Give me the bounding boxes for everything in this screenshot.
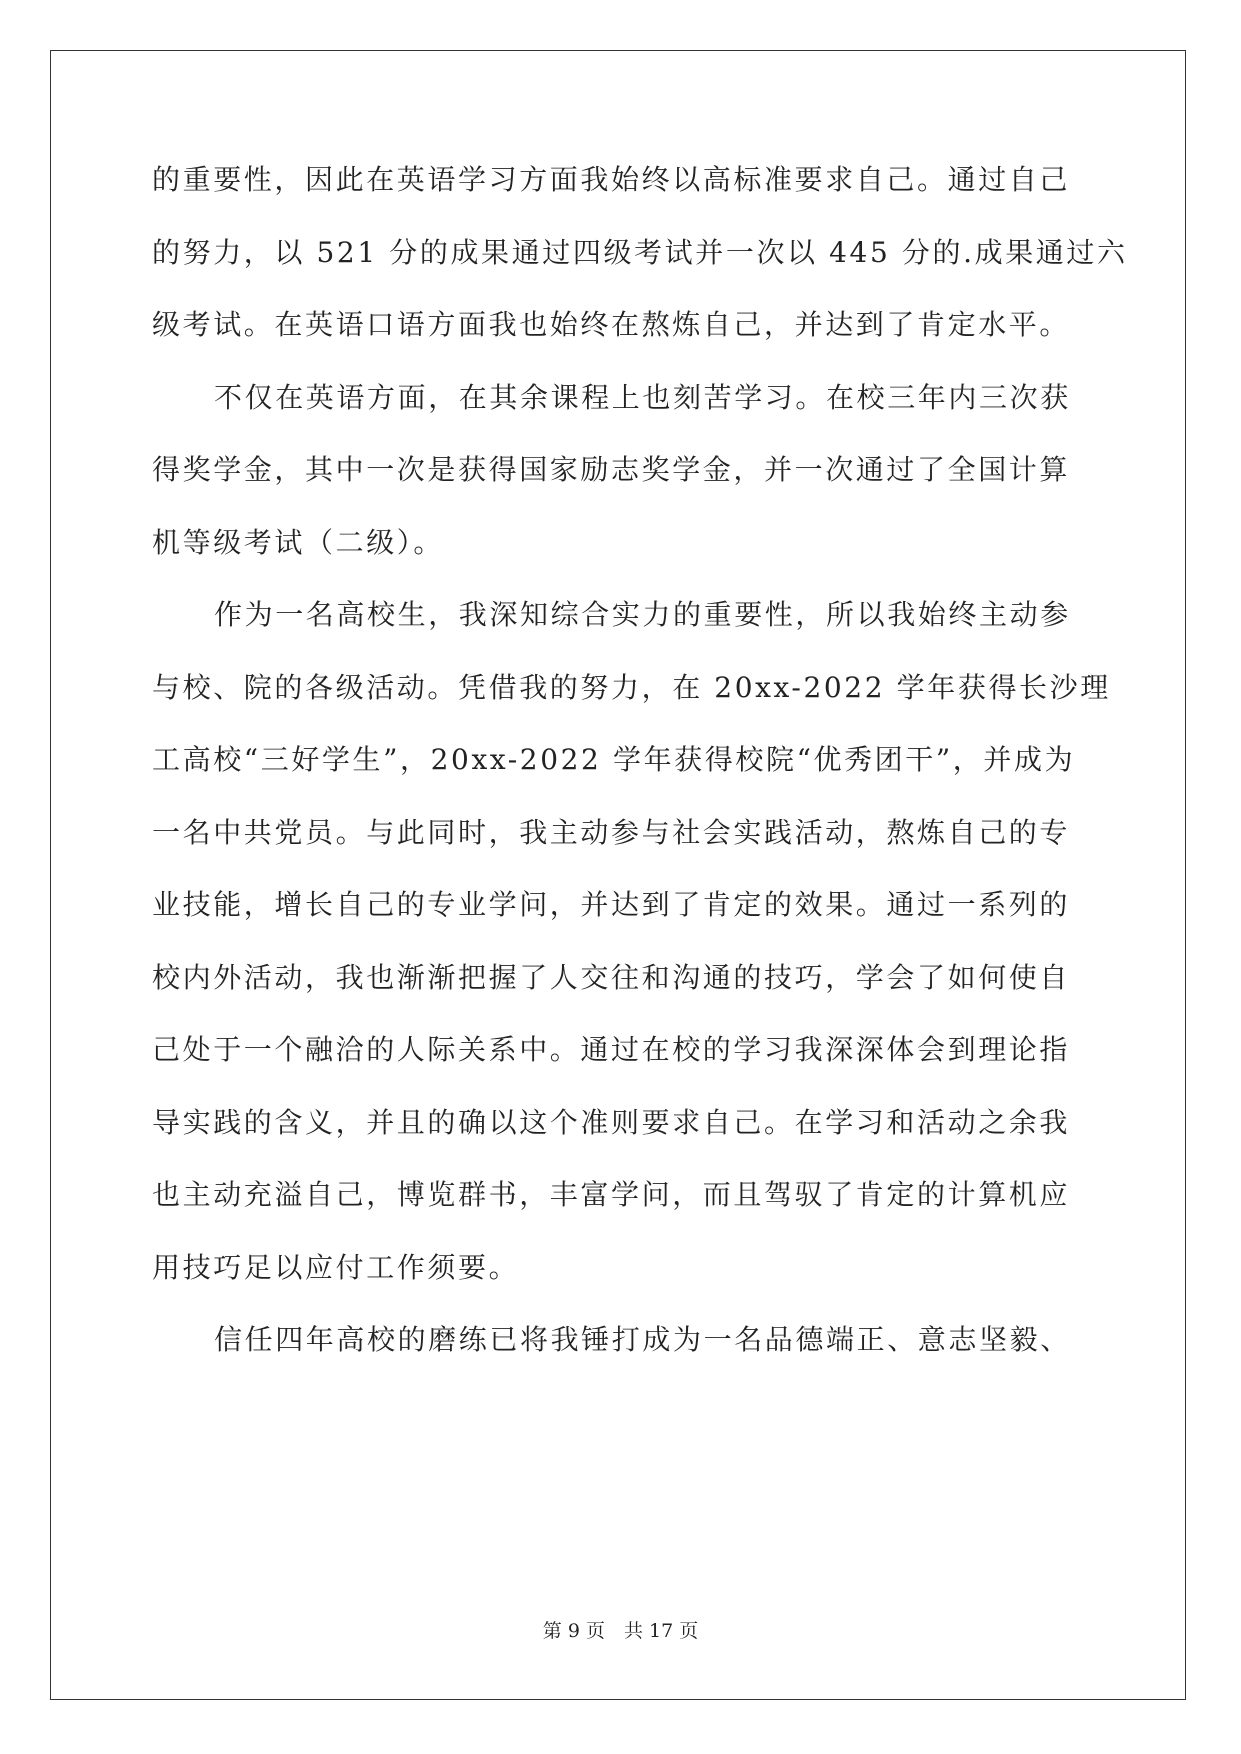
text-line: 得奖学金，其中一次是获得国家励志奖学金，并一次通过了全国计算 [152,453,1071,486]
text-line: 作为一名高校生，我深知综合实力的重要性，所以我始终主动参 [214,598,1071,631]
text-line: 的重要性，因此在英语学习方面我始终以高标准要求自己。通过自己 [152,163,1071,196]
text-line: 信任四年高校的磨练已将我锤打成为一名品德端正、意志坚毅、 [214,1323,1071,1356]
text-line: 不仅在英语方面，在其余课程上也刻苦学习。在校三年内三次获 [214,380,1071,414]
text-line: 也主动充溢自己，博览群书，丰富学问，而且驾驭了肯定的计算机应 [152,1178,1071,1211]
text-line: 导实践的含义，并且的确以这个准则要求自己。在学习和活动之余我 [152,1105,1071,1139]
text-line: 与校、院的各级活动。凭借我的努力，在 20xx-2022 学年获得长沙理 [152,670,1111,704]
text-line: 工高校“三好学生”，20xx-2022 学年获得校院“优秀团干”，并成为 [152,743,1076,776]
text-line: 业技能，增长自己的专业学问，并达到了肯定的效果。通过一系列的 [152,888,1071,921]
text-line: 一名中共党员。与此同时，我主动参与社会实践活动，熬炼自己的专 [152,815,1071,849]
text-line: 级考试。在英语口语方面我也始终在熬炼自己，并达到了肯定水平。 [152,308,1071,341]
text-line: 校内外活动，我也渐渐把握了人交往和沟通的技巧，学会了如何使自 [152,960,1071,994]
page-number-footer: 第 9 页 共 17 页 [542,1620,699,1642]
text-line: 己处于一个融洽的人际关系中。通过在校的学习我深深体会到理论指 [152,1033,1071,1066]
text-line: 机等级考试（二级）。 [152,525,445,559]
text-line: 的努力，以 521 分的成果通过四级考试并一次以 445 分的.成果通过六 [152,235,1128,269]
text-line: 用技巧足以应付工作须要。 [152,1250,520,1284]
page-border [50,50,1186,1700]
